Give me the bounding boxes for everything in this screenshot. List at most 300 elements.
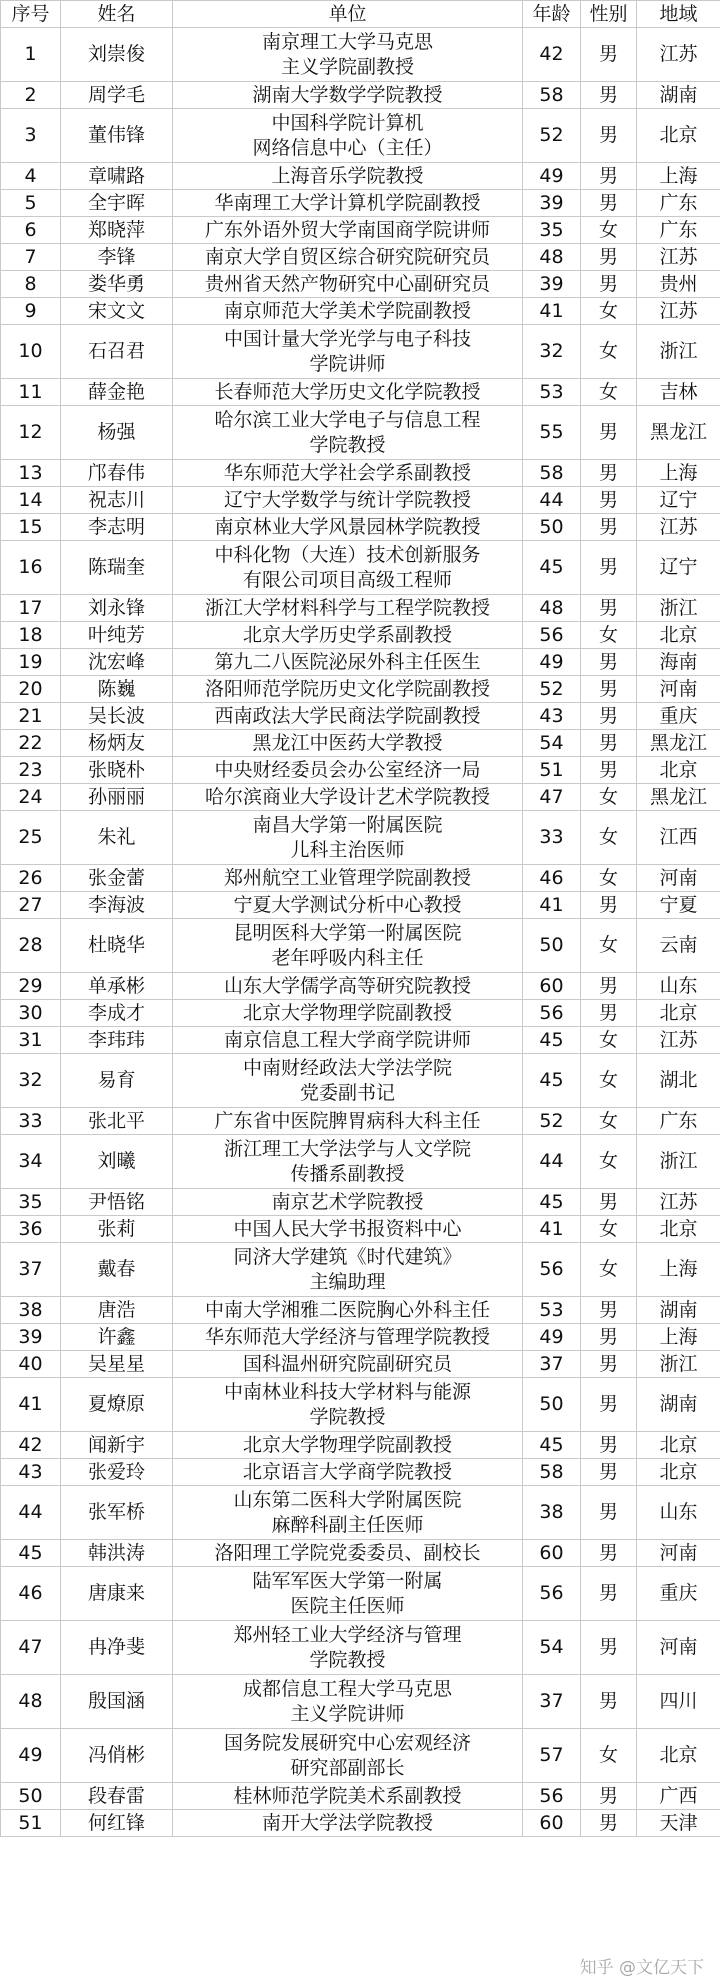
- cell-sex: 男: [581, 109, 637, 163]
- cell-unit: [173, 1135, 523, 1189]
- cell-age: 51: [523, 757, 581, 784]
- cell-sex: 男: [581, 1567, 637, 1621]
- cell-name: 李锋: [61, 244, 173, 271]
- cell-no: 5: [1, 190, 61, 217]
- unit-line: 中国科学院计算机: [271, 111, 424, 134]
- cell-unit: [173, 298, 523, 325]
- cell-region: 湖南: [637, 1297, 720, 1324]
- table-row: [1, 703, 720, 730]
- cell-sex: 男: [581, 1459, 637, 1486]
- cell-name: 张金蕾: [61, 865, 173, 892]
- cell-region: 河南: [637, 1621, 720, 1675]
- cell-sex: 男: [581, 730, 637, 757]
- cell-sex: 男: [581, 1810, 637, 1837]
- header-no: 序号: [1, 1, 61, 28]
- cell-name: 冉净斐: [61, 1621, 173, 1675]
- cell-unit: [173, 730, 523, 757]
- cell-no: 4: [1, 163, 61, 190]
- cell-name: 闻新宇: [61, 1432, 173, 1459]
- table-row: [1, 784, 720, 811]
- table-row: [1, 514, 720, 541]
- cell-no: 34: [1, 1135, 61, 1189]
- cell-region: 浙江: [637, 1351, 720, 1378]
- cell-region: 辽宁: [637, 487, 720, 514]
- cell-age: 60: [523, 973, 581, 1000]
- cell-region: 上海: [637, 163, 720, 190]
- cell-unit: [173, 379, 523, 406]
- cell-region: 浙江: [637, 1135, 720, 1189]
- cell-age: 57: [523, 1729, 581, 1783]
- cell-region: 北京: [637, 1459, 720, 1486]
- cell-region: 广西: [637, 1783, 720, 1810]
- cell-region: 北京: [637, 1729, 720, 1783]
- cell-sex: 男: [581, 1297, 637, 1324]
- cell-age: 37: [523, 1675, 581, 1729]
- cell-name: 杨炳友: [61, 730, 173, 757]
- cell-sex: 女: [581, 784, 637, 811]
- cell-region: 辽宁: [637, 541, 720, 595]
- cell-age: 44: [523, 487, 581, 514]
- cell-unit: [173, 28, 523, 82]
- table-row: [1, 1729, 720, 1783]
- unit-line: 洛阳理工学院党委委员、副校长: [214, 1541, 481, 1564]
- cell-unit: [173, 325, 523, 379]
- table-row: [1, 1459, 720, 1486]
- unit-line: 陆军军医大学第一附属: [252, 1569, 443, 1592]
- cell-unit: [173, 757, 523, 784]
- unit-line: 主编助理: [309, 1270, 386, 1293]
- cell-unit: [173, 1243, 523, 1297]
- cell-age: 45: [523, 541, 581, 595]
- unit-line: 国务院发展研究中心宏观经济: [223, 1731, 471, 1754]
- cell-unit: [173, 784, 523, 811]
- unit-line: 辽宁大学数学与统计学院教授: [223, 488, 471, 511]
- cell-age: 53: [523, 1297, 581, 1324]
- cell-sex: 男: [581, 676, 637, 703]
- cell-name: 郑晓萍: [61, 217, 173, 244]
- unit-line: 医院主任医师: [290, 1594, 405, 1617]
- cell-region: 江苏: [637, 244, 720, 271]
- cell-unit: [173, 973, 523, 1000]
- unit-line: 同济大学建筑《时代建筑》: [233, 1245, 462, 1268]
- cell-name: 戴春: [61, 1243, 173, 1297]
- unit-line: 长春师范大学历史文化学院教授: [214, 380, 481, 403]
- unit-line: 学院教授: [309, 1648, 386, 1671]
- table-row: [1, 298, 720, 325]
- cell-no: 28: [1, 919, 61, 973]
- cell-region: 河南: [637, 865, 720, 892]
- cell-no: 50: [1, 1783, 61, 1810]
- cell-sex: 男: [581, 487, 637, 514]
- cell-sex: 女: [581, 1108, 637, 1135]
- cell-sex: 男: [581, 460, 637, 487]
- cell-no: 38: [1, 1297, 61, 1324]
- cell-sex: 男: [581, 1189, 637, 1216]
- cell-name: 许鑫: [61, 1324, 173, 1351]
- cell-sex: 男: [581, 973, 637, 1000]
- table-row: [1, 1135, 720, 1189]
- cell-no: 14: [1, 487, 61, 514]
- cell-no: 6: [1, 217, 61, 244]
- cell-age: 41: [523, 892, 581, 919]
- table-row: [1, 1027, 720, 1054]
- cell-sex: 女: [581, 1135, 637, 1189]
- cell-age: 54: [523, 1621, 581, 1675]
- unit-line: 广东省中医院脾胃病科大科主任: [214, 1109, 481, 1132]
- cell-name: 董伟锋: [61, 109, 173, 163]
- table-row: [1, 919, 720, 973]
- unit-line: 郑州航空工业管理学院副教授: [223, 866, 471, 889]
- table-row: [1, 244, 720, 271]
- unit-line: 中国人民大学书报资料中心: [233, 1217, 462, 1240]
- cell-age: 56: [523, 1783, 581, 1810]
- cell-sex: 女: [581, 919, 637, 973]
- cell-region: 山东: [637, 973, 720, 1000]
- table-row: [1, 1216, 720, 1243]
- table-row: [1, 1324, 720, 1351]
- cell-region: 上海: [637, 460, 720, 487]
- cell-age: 38: [523, 1486, 581, 1540]
- unit-line: 哈尔滨商业大学设计艺术学院教授: [204, 785, 490, 808]
- header-row: [1, 1, 720, 28]
- cell-sex: 女: [581, 217, 637, 244]
- unit-line: 南京大学自贸区综合研究院研究员: [204, 245, 490, 268]
- cell-name: 李海波: [61, 892, 173, 919]
- unit-line: 北京大学历史学系副教授: [242, 623, 452, 646]
- table-row: [1, 1486, 720, 1540]
- cell-name: 吴长波: [61, 703, 173, 730]
- unit-line: 昆明医科大学第一附属医院: [233, 921, 462, 944]
- cell-region: 北京: [637, 757, 720, 784]
- cell-no: 40: [1, 1351, 61, 1378]
- cell-age: 33: [523, 811, 581, 865]
- cell-age: 35: [523, 217, 581, 244]
- unit-line: 宁夏大学测试分析中心教授: [233, 893, 462, 916]
- table-row: [1, 595, 720, 622]
- cell-unit: [173, 1729, 523, 1783]
- cell-no: 48: [1, 1675, 61, 1729]
- unit-line: 传播系副教授: [290, 1162, 405, 1185]
- table-row: [1, 28, 720, 82]
- cell-age: 49: [523, 1324, 581, 1351]
- table-row: [1, 1297, 720, 1324]
- cell-sex: 男: [581, 271, 637, 298]
- cell-region: 重庆: [637, 703, 720, 730]
- cell-name: 杨强: [61, 406, 173, 460]
- cell-unit: [173, 892, 523, 919]
- cell-region: 云南: [637, 919, 720, 973]
- cell-no: 41: [1, 1378, 61, 1432]
- cell-age: 37: [523, 1351, 581, 1378]
- unit-line: 南京信息工程大学商学院讲师: [223, 1028, 471, 1051]
- table-row: [1, 865, 720, 892]
- cell-region: 四川: [637, 1675, 720, 1729]
- cell-unit: [173, 676, 523, 703]
- cell-unit: [173, 217, 523, 244]
- watermark: 知乎 @文亿天下: [579, 1958, 704, 1978]
- cell-no: 3: [1, 109, 61, 163]
- cell-region: 广东: [637, 217, 720, 244]
- unit-line: 广东外语外贸大学南国商学院讲师: [204, 218, 490, 241]
- cell-region: 北京: [637, 1000, 720, 1027]
- cell-name: 段春雷: [61, 1783, 173, 1810]
- cell-no: 18: [1, 622, 61, 649]
- unit-line: 北京语言大学商学院教授: [242, 1460, 452, 1483]
- cell-no: 8: [1, 271, 61, 298]
- cell-region: 江苏: [637, 1189, 720, 1216]
- table-row: [1, 1378, 720, 1432]
- table-row: [1, 1432, 720, 1459]
- table-row: [1, 541, 720, 595]
- cell-unit: [173, 1378, 523, 1432]
- table-row: [1, 487, 720, 514]
- cell-name: 刘曦: [61, 1135, 173, 1189]
- cell-name: 冯俏彬: [61, 1729, 173, 1783]
- cell-no: 20: [1, 676, 61, 703]
- cell-name: 叶纯芳: [61, 622, 173, 649]
- cell-unit: [173, 919, 523, 973]
- table-row: [1, 406, 720, 460]
- cell-age: 58: [523, 82, 581, 109]
- cell-sex: 男: [581, 703, 637, 730]
- cell-region: 河南: [637, 676, 720, 703]
- table-row: [1, 676, 720, 703]
- cell-unit: [173, 1810, 523, 1837]
- unit-line: 南开大学法学院教授: [261, 1811, 433, 1834]
- cell-region: 吉林: [637, 379, 720, 406]
- cell-sex: 男: [581, 1783, 637, 1810]
- cell-name: 孙丽丽: [61, 784, 173, 811]
- cell-age: 45: [523, 1189, 581, 1216]
- table-row: [1, 1243, 720, 1297]
- table-row: [1, 892, 720, 919]
- cell-sex: 女: [581, 865, 637, 892]
- cell-sex: 男: [581, 757, 637, 784]
- cell-name: 李成才: [61, 1000, 173, 1027]
- cell-sex: 男: [581, 190, 637, 217]
- unit-line: 儿科主治医师: [290, 838, 405, 861]
- cell-no: 7: [1, 244, 61, 271]
- table-row: [1, 811, 720, 865]
- header-name: 姓名: [61, 1, 173, 28]
- cell-sex: 女: [581, 622, 637, 649]
- table-row: [1, 1621, 720, 1675]
- cell-no: 35: [1, 1189, 61, 1216]
- cell-name: 章啸路: [61, 163, 173, 190]
- cell-name: 陈巍: [61, 676, 173, 703]
- cell-no: 37: [1, 1243, 61, 1297]
- cell-sex: 女: [581, 1243, 637, 1297]
- cell-no: 2: [1, 82, 61, 109]
- cell-no: 9: [1, 298, 61, 325]
- cell-age: 52: [523, 676, 581, 703]
- cell-unit: [173, 541, 523, 595]
- table-row: [1, 325, 720, 379]
- table-row: [1, 271, 720, 298]
- cell-no: 32: [1, 1054, 61, 1108]
- cell-no: 36: [1, 1216, 61, 1243]
- cell-age: 43: [523, 703, 581, 730]
- cell-no: 27: [1, 892, 61, 919]
- cell-no: 45: [1, 1540, 61, 1567]
- unit-line: 山东第二医科大学附属医院: [233, 1488, 462, 1511]
- cell-unit: [173, 1432, 523, 1459]
- unit-line: 第九二八医院泌尿外科主任医生: [214, 650, 481, 673]
- cell-age: 49: [523, 649, 581, 676]
- header-region: 地域: [637, 1, 720, 28]
- unit-line: 中南大学湘雅二医院胸心外科主任: [204, 1298, 490, 1321]
- cell-name: 何红锋: [61, 1810, 173, 1837]
- cell-no: 29: [1, 973, 61, 1000]
- cell-region: 北京: [637, 1432, 720, 1459]
- cell-name: 唐浩: [61, 1297, 173, 1324]
- cell-region: 湖南: [637, 1378, 720, 1432]
- unit-line: 中南财经政法大学法学院: [242, 1056, 452, 1079]
- unit-line: 成都信息工程大学马克思: [242, 1677, 452, 1700]
- cell-no: 11: [1, 379, 61, 406]
- cell-unit: [173, 1297, 523, 1324]
- cell-age: 56: [523, 1243, 581, 1297]
- cell-name: 宋文文: [61, 298, 173, 325]
- unit-line: 主义学院讲师: [290, 1702, 405, 1725]
- unit-line: 老年呼吸内科主任: [271, 946, 424, 969]
- unit-line: 中科化物（大连）技术创新服务: [214, 543, 481, 566]
- cell-unit: [173, 82, 523, 109]
- unit-line: 哈尔滨工业大学电子与信息工程: [214, 408, 481, 431]
- cell-age: 47: [523, 784, 581, 811]
- cell-no: 49: [1, 1729, 61, 1783]
- table-row: [1, 1783, 720, 1810]
- cell-sex: 男: [581, 28, 637, 82]
- cell-age: 58: [523, 460, 581, 487]
- table-row: [1, 163, 720, 190]
- unit-line: 郑州轻工业大学经济与管理: [233, 1623, 462, 1646]
- unit-line: 华东师范大学社会学系副教授: [223, 461, 471, 484]
- cell-no: 13: [1, 460, 61, 487]
- cell-name: 石召君: [61, 325, 173, 379]
- cell-age: 60: [523, 1810, 581, 1837]
- cell-unit: [173, 1324, 523, 1351]
- unit-line: 国科温州研究院副研究员: [242, 1352, 452, 1375]
- cell-region: 上海: [637, 1324, 720, 1351]
- unit-line: 桂林师范学院美术系副教授: [233, 1784, 462, 1807]
- cell-unit: [173, 514, 523, 541]
- cell-sex: 女: [581, 298, 637, 325]
- cell-age: 45: [523, 1432, 581, 1459]
- unit-line: 南京理工大学马克思: [261, 30, 433, 53]
- cell-name: 夏燎原: [61, 1378, 173, 1432]
- table-body: [1, 28, 720, 1837]
- cell-name: 祝志川: [61, 487, 173, 514]
- cell-sex: 男: [581, 1540, 637, 1567]
- cell-region: 北京: [637, 622, 720, 649]
- cell-name: 尹悟铭: [61, 1189, 173, 1216]
- cell-name: 张北平: [61, 1108, 173, 1135]
- table-row: [1, 1189, 720, 1216]
- cell-name: 沈宏峰: [61, 649, 173, 676]
- cell-sex: 女: [581, 325, 637, 379]
- cell-age: 41: [523, 298, 581, 325]
- unit-line: 浙江理工大学法学与人文学院: [223, 1137, 471, 1160]
- cell-unit: [173, 811, 523, 865]
- cell-no: 21: [1, 703, 61, 730]
- cell-unit: [173, 1054, 523, 1108]
- cell-unit: [173, 1783, 523, 1810]
- unit-line: 浙江大学材料科学与工程学院教授: [204, 596, 490, 619]
- cell-region: 河南: [637, 1540, 720, 1567]
- cell-name: 薛金艳: [61, 379, 173, 406]
- cell-name: 朱礼: [61, 811, 173, 865]
- cell-sex: 男: [581, 1324, 637, 1351]
- cell-no: 25: [1, 811, 61, 865]
- table-row: [1, 1351, 720, 1378]
- cell-sex: 男: [581, 1378, 637, 1432]
- cell-region: 天津: [637, 1810, 720, 1837]
- table-row: [1, 217, 720, 244]
- unit-line: 学院教授: [309, 433, 386, 456]
- cell-age: 56: [523, 1567, 581, 1621]
- cell-age: 58: [523, 1459, 581, 1486]
- cell-unit: [173, 271, 523, 298]
- unit-line: 湖南大学数学学院教授: [252, 83, 443, 106]
- cell-unit: [173, 1027, 523, 1054]
- cell-age: 50: [523, 514, 581, 541]
- cell-sex: 女: [581, 1729, 637, 1783]
- cell-age: 52: [523, 109, 581, 163]
- unit-line: 有限公司项目高级工程师: [242, 568, 452, 591]
- table-row: [1, 82, 720, 109]
- table-row: [1, 1000, 720, 1027]
- unit-line: 南京艺术学院教授: [271, 1190, 424, 1213]
- cell-age: 60: [523, 1540, 581, 1567]
- cell-sex: 男: [581, 1432, 637, 1459]
- cell-age: 32: [523, 325, 581, 379]
- cell-sex: 男: [581, 649, 637, 676]
- cell-age: 55: [523, 406, 581, 460]
- cell-age: 52: [523, 1108, 581, 1135]
- cell-name: 易育: [61, 1054, 173, 1108]
- cell-no: 23: [1, 757, 61, 784]
- table-row: [1, 1810, 720, 1837]
- cell-name: 李玮玮: [61, 1027, 173, 1054]
- cell-region: 北京: [637, 109, 720, 163]
- unit-line: 研究部副部长: [290, 1756, 405, 1779]
- cell-sex: 女: [581, 811, 637, 865]
- table-row: [1, 1675, 720, 1729]
- cell-region: 江苏: [637, 1027, 720, 1054]
- cell-name: 全宇晖: [61, 190, 173, 217]
- cell-age: 50: [523, 919, 581, 973]
- table-row: [1, 1054, 720, 1108]
- unit-line: 北京大学物理学院副教授: [242, 1433, 452, 1456]
- unit-line: 中央财经委员会办公室经济一局: [214, 758, 481, 781]
- cell-region: 广东: [637, 1108, 720, 1135]
- cell-name: 张爱玲: [61, 1459, 173, 1486]
- cell-unit: [173, 1567, 523, 1621]
- cell-no: 15: [1, 514, 61, 541]
- cell-name: 殷国涵: [61, 1675, 173, 1729]
- unit-line: 南昌大学第一附属医院: [252, 813, 443, 836]
- unit-line: 麻醉科副主任医师: [271, 1513, 424, 1536]
- cell-region: 海南: [637, 649, 720, 676]
- cell-sex: 男: [581, 514, 637, 541]
- unit-line: 西南政法大学民商法学院副教授: [214, 704, 481, 727]
- cell-age: 45: [523, 1054, 581, 1108]
- cell-no: 43: [1, 1459, 61, 1486]
- cell-region: 黑龙江: [637, 730, 720, 757]
- cell-unit: [173, 1486, 523, 1540]
- unit-line: 学院讲师: [309, 352, 386, 375]
